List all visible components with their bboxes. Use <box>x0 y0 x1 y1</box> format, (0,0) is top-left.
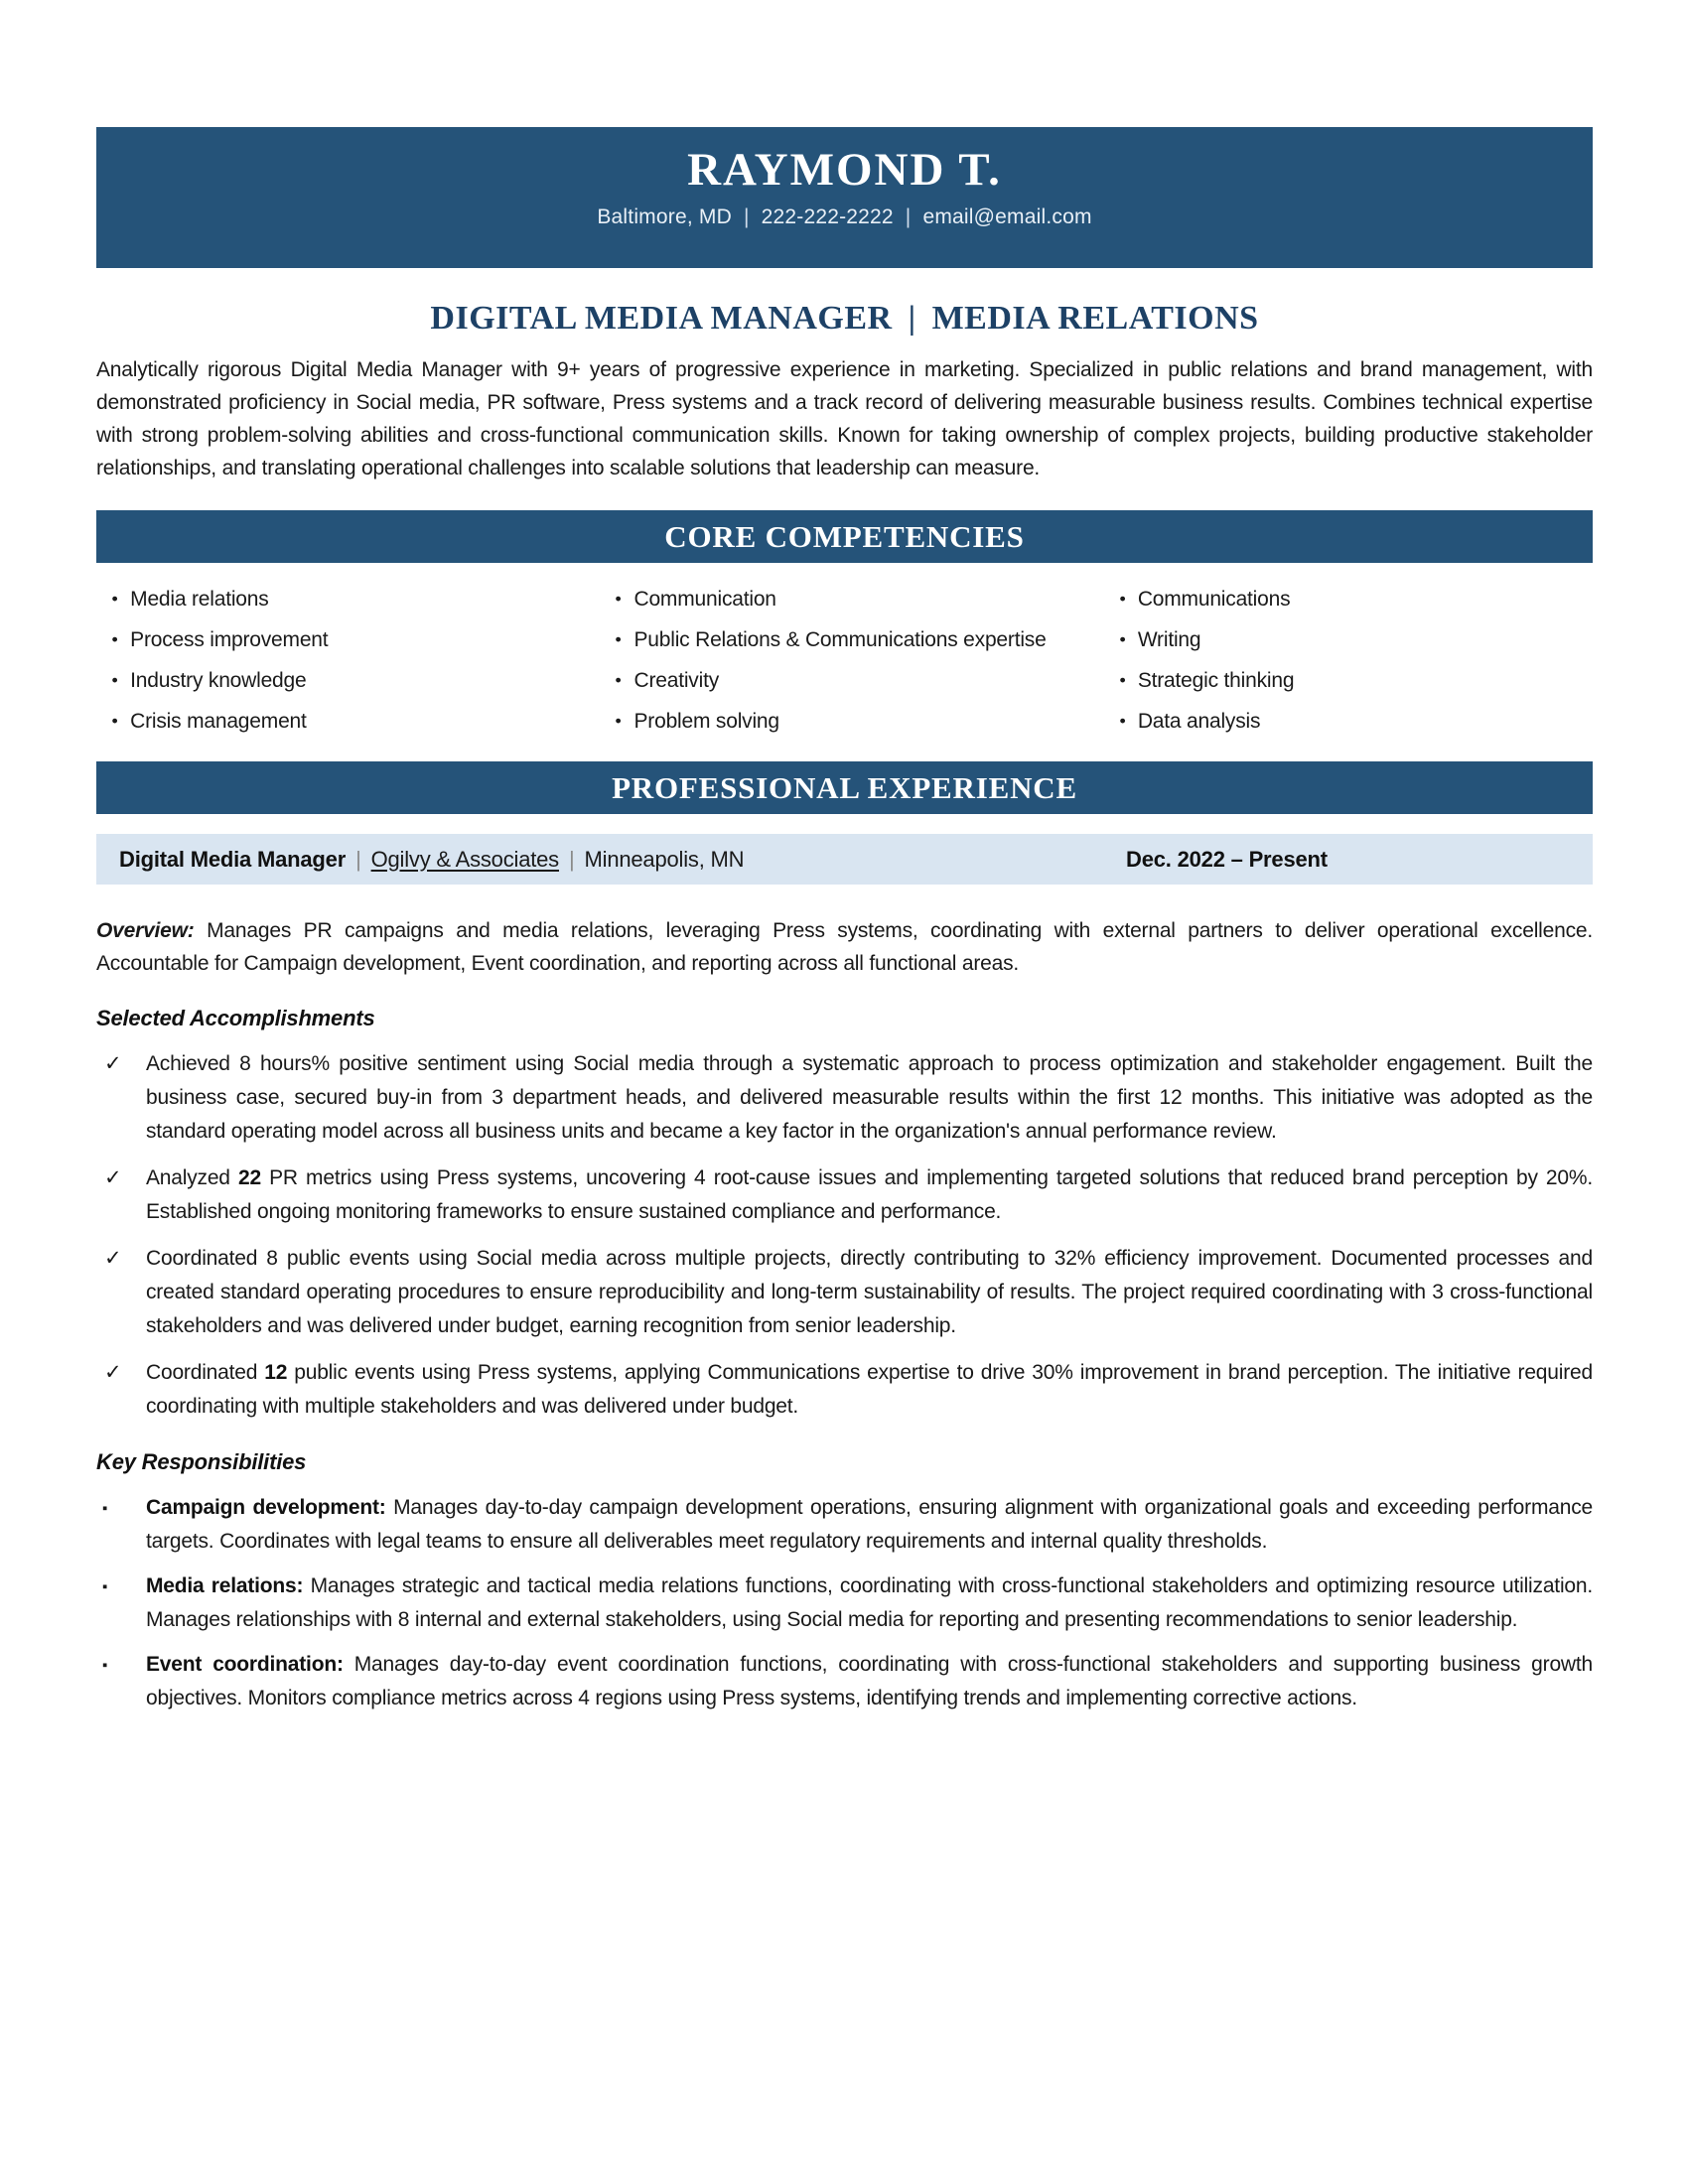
bullet-icon: • <box>1119 589 1126 610</box>
headline <box>96 300 1593 338</box>
candidate-name: RAYMOND T. <box>687 144 1002 196</box>
check-icon: ✓ <box>104 1361 122 1384</box>
overview-text: Manages PR campaigns and media relations, leveraging Press systems, coordinating with external partners to deliver operational excellence. Accountable for Campaign development, Event coordination, and reporting across all functional areas. <box>96 919 1593 975</box>
accomplishment-item <box>96 1242 1593 1343</box>
section-title: PROFESSIONAL EXPERIENCE <box>612 769 1077 805</box>
summary-paragraph: Analytically rigorous Digital Media Manager with 9+ years of progressive experience in marketing. Specialized in public relations and brand management, with demonstrated proficiency in Social media, PR software, Press systems and a track record of delivering measurable business results. Combines technical expertise with strong problem-solving abilities and cross-functional communication skills. Known for taking ownership of complex projects, building productive stakeholder relationships, and translating operational challenges into scalable solutions that leadership can measure. <box>96 358 1593 479</box>
section-banner-professional-experience <box>96 761 1593 814</box>
competency-label: Creativity <box>633 669 720 692</box>
job-row <box>96 834 1593 885</box>
headline-separator: | <box>908 300 916 337</box>
competency-item <box>1119 585 1593 614</box>
competency-item <box>615 707 1088 736</box>
competency-item <box>111 666 585 695</box>
overview-paragraph <box>96 914 1593 980</box>
responsibility-text: Manages day-to-day campaign development operations, ensuring alignment with organizational goals and exceeding performance targets. Coordinates with legal teams to ensure all deliverables meet regulatory requirements and internal quality thresholds. <box>146 1496 1593 1553</box>
responsibility-label: Media relations: <box>146 1574 304 1597</box>
competency-label: Industry knowledge <box>130 669 307 692</box>
section-banner-core-competencies <box>96 510 1593 563</box>
overview-label: Overview: <box>96 919 195 942</box>
bullet-icon: • <box>615 711 622 732</box>
square-bullet-icon: ▪ <box>102 1500 108 1517</box>
responsibilities-list <box>96 1491 1593 1715</box>
bullet-icon: • <box>1119 670 1126 691</box>
competency-item <box>615 585 1088 614</box>
job-separator: | <box>568 846 575 872</box>
bullet-icon: • <box>111 589 118 610</box>
check-icon: ✓ <box>104 1166 122 1189</box>
accomplishments-list <box>96 1047 1593 1424</box>
accomplishment-item <box>96 1161 1593 1229</box>
competency-label: Writing <box>1137 628 1201 651</box>
accomplishment-text: Coordinated <box>146 1361 265 1384</box>
competency-label: Strategic thinking <box>1137 669 1295 692</box>
square-bullet-icon: ▪ <box>102 1657 108 1674</box>
accomplishments-heading: Selected Accomplishments <box>96 1006 375 1030</box>
section-title: CORE COMPETENCIES <box>664 518 1025 554</box>
responsibility-text: Manages strategic and tactical media relations functions, coordinating with cross-functional stakeholders and optimizing resource utilization. Manages relationships with 8 internal and external stakeholders, using Social media for reporting and presenting recommendations to senior leadership. <box>146 1574 1593 1631</box>
bullet-icon: • <box>111 711 118 732</box>
job-title: Digital Media Manager <box>119 846 347 872</box>
responsibility-text: Manages day-to-day event coordination functions, coordinating with cross-functional stakeholders and supporting business growth objectives. Monitors compliance metrics across 4 regions using Press systems, identifying trends and implementing corrective actions. <box>146 1653 1593 1709</box>
job-dates: Dec. 2022 – Present <box>1126 846 1328 872</box>
competency-label: Data analysis <box>1137 710 1261 733</box>
competency-label: Problem solving <box>633 710 779 733</box>
competency-label: Public Relations & Communications expertise <box>633 628 1047 651</box>
competency-label: Communication <box>633 588 776 611</box>
competency-item <box>615 666 1088 695</box>
competency-item <box>111 707 585 736</box>
competency-item <box>111 585 585 614</box>
contact-line <box>96 205 1593 229</box>
contact-email: email@email.com <box>922 205 1092 228</box>
responsibility-item <box>96 1648 1593 1715</box>
competency-item <box>1119 666 1593 695</box>
competency-item <box>615 625 1088 654</box>
job-location: Minneapolis, MN <box>584 846 745 872</box>
job-company-link[interactable]: Ogilvy & Associates <box>370 846 559 872</box>
bullet-icon: • <box>615 670 622 691</box>
accomplishment-text: Analyzed <box>146 1166 238 1189</box>
competency-label: Crisis management <box>130 710 307 733</box>
bullet-icon: • <box>1119 629 1126 650</box>
responsibility-label: Campaign development: <box>146 1496 386 1519</box>
competency-item <box>111 625 585 654</box>
accomplishment-text: PR metrics using Press systems, uncovering 4 root-cause issues and implementing targeted solutions that reduced brand perception by 20%. Established ongoing monitoring frameworks to ensure sustained compliance and performance. <box>146 1166 1593 1223</box>
bullet-icon: • <box>1119 711 1126 732</box>
contact-location: Baltimore, MD <box>597 205 732 228</box>
accomplishment-item <box>96 1047 1593 1149</box>
contact-phone: 222-222-2222 <box>761 205 894 228</box>
accomplishment-text: Achieved 8 hours% positive sentiment using Social media through a systematic approach to process optimization and stakeholder engagement. Built the business case, secured buy-in from 3 department heads, and delivered measurable results within the first 12 months. This initiative was adopted as the standard operating model across all business units and became a key factor in the organization's annual performance review. <box>146 1052 1593 1143</box>
square-bullet-icon: ▪ <box>102 1578 108 1595</box>
competency-item <box>1119 625 1593 654</box>
header-band <box>96 127 1593 268</box>
check-icon: ✓ <box>104 1052 122 1075</box>
responsibility-item <box>96 1491 1593 1559</box>
check-icon: ✓ <box>104 1247 122 1270</box>
bullet-icon: • <box>111 670 118 691</box>
accomplishment-metric: 22 <box>237 1166 261 1189</box>
accomplishment-text: Coordinated 8 public events using Social media across multiple projects, directly contributing to 32% efficiency improvement. Documented processes and created standard operating procedures to ensure reproducibility and long-term sustainability of results. The project required coordinating with 3 cross-functional stakeholders and was delivered under budget, earning recognition from senior leadership. <box>146 1247 1593 1337</box>
competency-label: Media relations <box>130 588 269 611</box>
competency-label: Process improvement <box>130 628 329 651</box>
competency-label: Communications <box>1137 588 1291 611</box>
bullet-icon: • <box>615 589 622 610</box>
bullet-icon: • <box>615 629 622 650</box>
competency-item <box>1119 707 1593 736</box>
responsibilities-heading: Key Responsibilities <box>96 1449 307 1474</box>
accomplishment-metric: 12 <box>264 1361 288 1384</box>
headline-role: DIGITAL MEDIA MANAGER <box>430 300 893 337</box>
headline-specialty: MEDIA RELATIONS <box>931 300 1259 337</box>
contact-separator: | <box>905 205 912 228</box>
responsibility-item <box>96 1570 1593 1637</box>
bullet-icon: • <box>111 629 118 650</box>
accomplishment-item <box>96 1356 1593 1424</box>
responsibility-label: Event coordination: <box>146 1653 344 1676</box>
accomplishment-text: public events using Press systems, applying Communications expertise to drive 30% improvement in brand perception. The initiative required coordinating with multiple stakeholders and was delivered under budget. <box>146 1361 1593 1418</box>
job-separator: | <box>355 846 361 872</box>
competencies-grid <box>96 585 1593 736</box>
contact-separator: | <box>743 205 750 228</box>
resume-content <box>96 127 1593 1715</box>
